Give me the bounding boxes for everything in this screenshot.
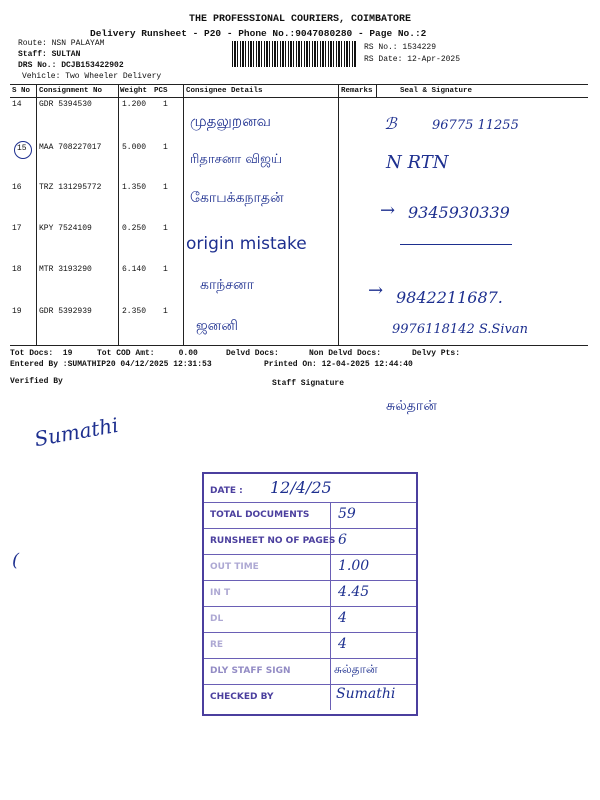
row-consignee: கோபக்கநாதன் (190, 190, 284, 206)
stamp-date-value: 12/4/25 (270, 478, 332, 497)
row-consignee: origin mistake (186, 234, 307, 254)
stamp-value: Sumathi (336, 686, 396, 702)
row-consignment: MAA 708227017 (39, 143, 102, 152)
route: Route: NSN PALAYAM (18, 39, 105, 48)
row-weight: 5.000 (122, 143, 147, 152)
row-pcs: 1 (163, 143, 168, 152)
runsheet-stamp (202, 472, 418, 716)
row-consignee: ஜனனி (196, 318, 238, 334)
entered-by: Entered By :SUMATHIP20 04/12/2025 12:31:53 (10, 360, 212, 369)
stamp-value: சுல்தான் (334, 662, 378, 676)
dash-line (400, 244, 512, 245)
row-seal: 96775 11255 (432, 118, 519, 133)
non-delivered-docs: Non Delvd Docs: (309, 349, 382, 358)
drs-number: DRS No.: DCJB153422902 (18, 61, 124, 70)
staff-signature: சுல்தான் (386, 398, 437, 414)
row-consignment: GDR 5394530 (39, 100, 92, 109)
row-sno: 15 (17, 144, 27, 153)
delivered-docs: Delvd Docs: (226, 349, 279, 358)
printed-on: Printed On: 12-04-2025 12:44:40 (264, 360, 413, 369)
row-pcs: 1 (163, 100, 168, 109)
row-seal: 9345930339 (408, 203, 510, 222)
col-remarks: Remarks (341, 87, 373, 95)
col-consignee: Consignee Details (186, 87, 263, 95)
row-consignment: TRZ 131295772 (39, 183, 102, 192)
staff: Staff: SULTAN (18, 50, 81, 59)
delivery-points: Delvy Pts: (412, 349, 461, 358)
stamp-value: 4 (338, 636, 347, 652)
col-weight: Weight (120, 87, 148, 95)
row-seal: 9976118142 S.Sivan (392, 322, 528, 337)
row-consignee: முதலுறனவ (190, 112, 271, 130)
row-sno: 17 (12, 224, 22, 233)
arrow-mark: → (380, 200, 396, 221)
total-docs: Tot Docs: 19 (10, 349, 73, 358)
row-consignee: ரிதாசனா விஜய் (190, 152, 283, 167)
row-weight: 1.350 (122, 183, 147, 192)
row-pcs: 1 (163, 265, 168, 274)
row-sno: 18 (12, 265, 22, 274)
stamp-label: RE (210, 640, 224, 650)
rs-date: RS Date: 12-Apr-2025 (364, 55, 461, 64)
rs-number: RS No.: 1534229 (364, 43, 437, 52)
company-title: THE PROFESSIONAL COURIERS, COIMBATORE (188, 14, 412, 25)
col-seal: Seal & Signature (400, 87, 473, 95)
verifier-signature: Sumathi (32, 412, 121, 452)
stamp-value: 6 (338, 532, 347, 548)
staff-signature-label: Staff Signature (272, 379, 345, 388)
stamp-value: 4 (338, 610, 347, 626)
row-sno: 16 (12, 183, 22, 192)
stamp-label: RUNSHEET NO OF PAGES (210, 536, 336, 546)
row-weight: 2.350 (122, 307, 147, 316)
stamp-label: DLY STAFF SIGN (210, 666, 291, 676)
col-sno: S No (12, 87, 31, 95)
stamp-label: CHECKED BY (210, 692, 274, 702)
stamp-label: OUT TIME (210, 562, 259, 572)
stamp-value: 4.45 (338, 584, 370, 600)
row-weight: 1.200 (122, 100, 147, 109)
row-consignment: GDR 5392939 (39, 307, 92, 316)
verified-by-label: Verified By (10, 377, 63, 386)
stamp-value: 1.00 (338, 558, 370, 574)
signature-scribble: ℬ (384, 114, 397, 133)
row-seal: N RTN (386, 152, 449, 173)
stamp-label: IN T (210, 588, 231, 598)
row-seal: 9842211687. (396, 288, 503, 307)
row-consignment: KPY 7524109 (39, 224, 92, 233)
stamp-date-label: DATE : (210, 486, 243, 496)
row-consignee: காந்சனா (200, 277, 254, 293)
row-pcs: 1 (163, 183, 168, 192)
col-consignment: Consignment No (39, 87, 103, 95)
row-weight: 6.140 (122, 265, 147, 274)
col-pcs: PCS (154, 87, 168, 95)
stamp-label: DL (210, 614, 224, 624)
runsheet-title: Delivery Runsheet - P20 - Phone No.:9047080280 - Page No.:2 (90, 28, 427, 39)
row-pcs: 1 (163, 224, 168, 233)
arrow-mark: → (368, 280, 384, 301)
total-cod: Tot COD Amt: 0.00 (97, 349, 198, 358)
stamp-value: 59 (338, 506, 356, 522)
row-pcs: 1 (163, 307, 168, 316)
stamp-label: TOTAL DOCUMENTS (210, 510, 310, 520)
barcode (232, 41, 356, 67)
row-consignment: MTR 3193290 (39, 265, 92, 274)
row-weight: 0.250 (122, 224, 147, 233)
vehicle: Vehicle: Two Wheeler Delivery (22, 72, 162, 81)
stray-mark: ( (12, 550, 20, 571)
row-sno: 19 (12, 307, 22, 316)
row-sno: 14 (12, 100, 22, 109)
